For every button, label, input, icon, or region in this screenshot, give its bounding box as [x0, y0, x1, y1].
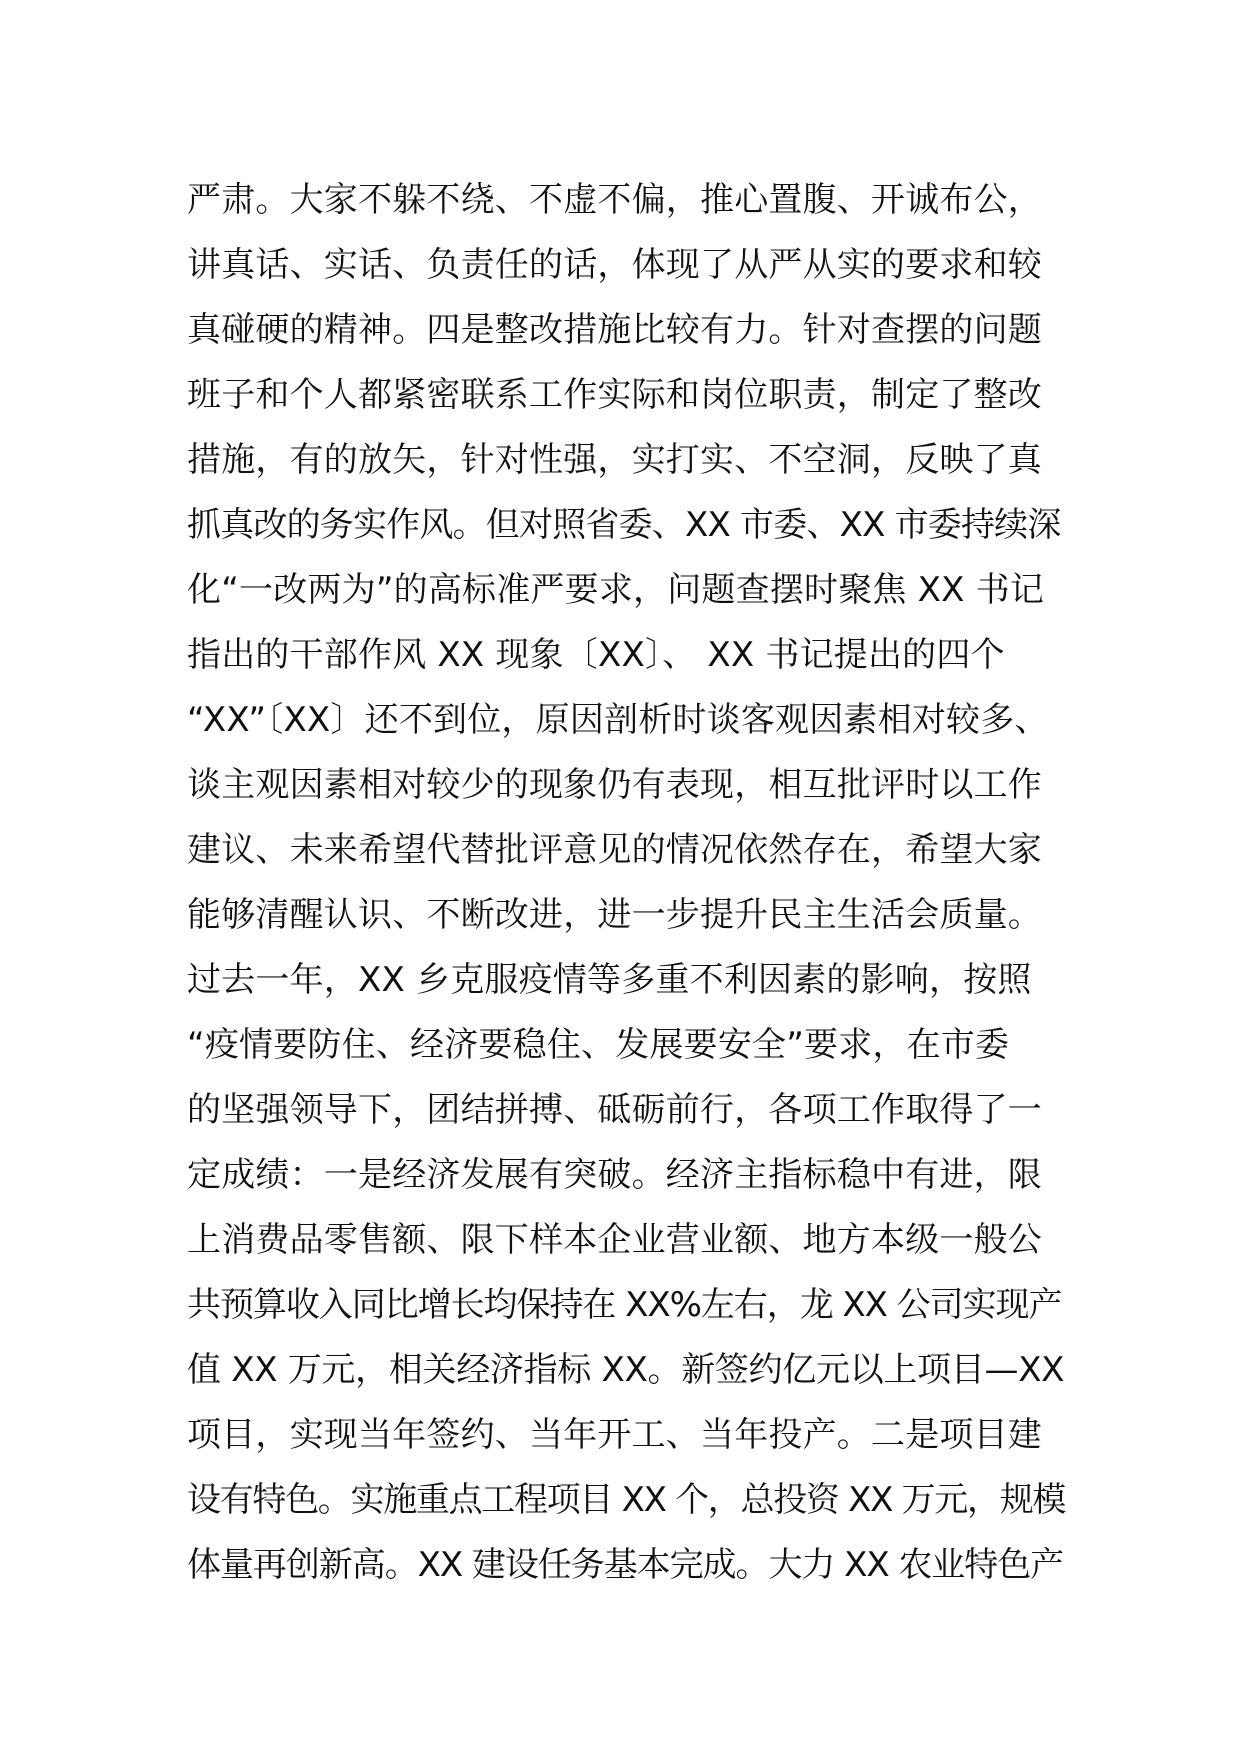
text-line: 定成绩：一是经济发展有突破。经济主指标稳中有进，限 — [187, 1155, 1042, 1195]
text-line: “疫情要防住、经济要稳住、发展要安全”要求，在市委 — [187, 1025, 1010, 1065]
text-line: 设有特色。实施重点工程项目 XX 个，总投资 XX 万元，规模 — [187, 1480, 1066, 1520]
text-line: 过去一年，XX 乡克服疫情等多重不利因素的影响，按照 — [187, 960, 1032, 1000]
text-line: 抓真改的务实作风。但对照省委、XX 市委、XX 市委持续深 — [187, 505, 1061, 545]
text-line: 班子和个人都紧密联系工作实际和岗位职责，制定了整改 — [187, 375, 1042, 415]
text-line: 项目，实现当年签约、当年开工、当年投产。二是项目建 — [187, 1415, 1042, 1455]
text-line: 上消费品零售额、限下样本企业营业额、地方本级一般公 — [187, 1220, 1042, 1260]
text-line: 严肃。大家不躲不绕、不虚不偏，推心置腹、开诚布公， — [187, 180, 1042, 220]
text-line: 指出的干部作风 XX 现象〔XX〕、 XX 书记提出的四个 — [187, 635, 1005, 675]
text-line: 措施，有的放矢，针对性强，实打实、不空洞，反映了真 — [187, 440, 1042, 480]
text-line: 建议、未来希望代替批评意见的情况依然存在，希望大家 — [187, 830, 1042, 870]
text-line: “XX”〔XX〕还不到位，原因剖析时谈客观因素相对较多、 — [187, 700, 1049, 740]
text-line: 体量再创新高。XX 建设任务基本完成。大力 XX 农业特色产 — [187, 1545, 1064, 1585]
text-line: 共预算收入同比增长均保持在 XX%左右，龙 XX 公司实现产 — [187, 1285, 1062, 1325]
text-line: 真碰硬的精神。四是整改措施比较有力。针对查摆的问题 — [187, 310, 1042, 350]
text-line: 化“一改两为”的高标准严要求，问题查摆时聚焦 XX 书记 — [187, 570, 1045, 610]
text-line: 能够清醒认识、不断改进，进一步提升民主生活会质量。 — [187, 895, 1042, 935]
body-text — [187, 168, 1067, 1598]
text-line: 谈主观因素相对较少的现象仍有表现，相互批评时以工作 — [187, 765, 1042, 805]
text-line: 的坚强领导下，团结拼搏、砥砺前行，各项工作取得了一 — [187, 1090, 1042, 1130]
text-line: 值 XX 万元，相关经济指标 XX。新签约亿元以上项目—XX — [187, 1350, 1065, 1390]
text-line: 讲真话、实话、负责任的话，体现了从严从实的要求和较 — [187, 245, 1042, 285]
